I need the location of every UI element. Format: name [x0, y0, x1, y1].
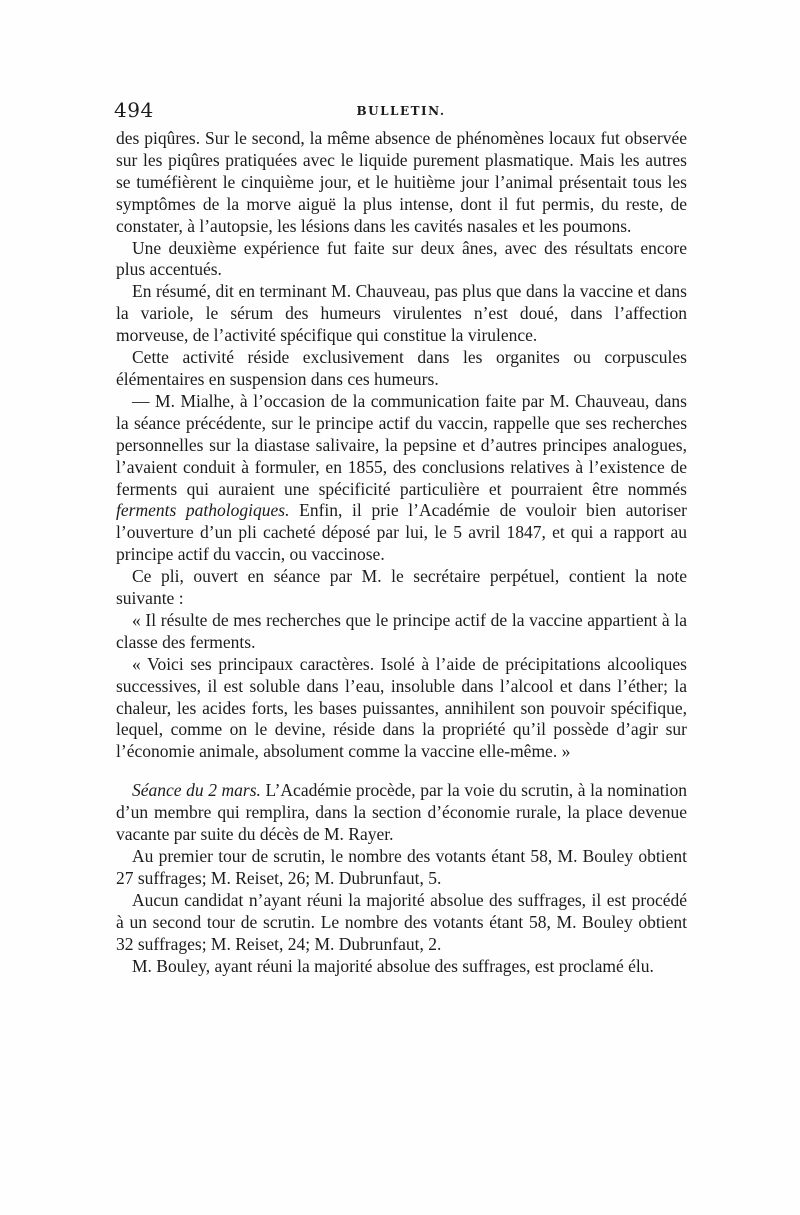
paragraph-5-italic: ferments pathologiques.	[116, 500, 290, 521]
paragraph-5-text: — M. Mialhe, à l’occasion de la communication faite par M. Chauveau, dans la séance précédente, sur le principe actif du vaccin, rappelle que ses recherches personnelles sur la diastase salivaire, la pepsine et d’autres principes analogues, l’avaient conduit à formuler, en 1855, des conclusions relatives à l’existence de ferments qui auraient une spécificité particulière et pourraient être nommés	[116, 390, 687, 499]
paragraph-11: Aucun candidat n’ayant réuni la majorité absolue des suffrages, il est procédé à un second tour de scrutin. Le nombre des votants étant 58, M. Bouley obtient 32 suffrages; M. Reiset, 24; M. Dubrunfaut, 2.	[116, 889, 687, 954]
paragraph-8: « Voici ses principaux caractères. Isolé à l’aide de précipitations alcooliques successives, il est soluble dans l’eau, insoluble dans l’alcool et dans l’éther; la chaleur, les acides forts, les bases puissantes, annihilent son pouvoir spécifique, lequel, comme on le devine, réside dans la propriété qu’il possède d’agir sur l’économie animale, absolument comme la vaccine elle-même. »	[116, 653, 687, 762]
paragraph-3: En résumé, dit en terminant M. Chauveau, pas plus que dans la vaccine et dans la variole, le sérum des humeurs virulentes n’est doué, dans l’affection morveuse, de l’activité spécifique qui constitue la virulence.	[116, 281, 687, 346]
paragraph-9-text: L’Académie procède, par la voie du scrutin, à la nomination d’un membre qui remplira, dans la section d’économie rurale, la place devenue vacante par suite du décès de M. Rayer.	[116, 780, 687, 845]
page-header	[114, 98, 688, 124]
page-number: 494	[114, 98, 154, 122]
paragraph-10: Au premier tour de scrutin, le nombre des votants étant 58, M. Bouley obtient 27 suffrages; M. Reiset, 26; M. Dubrunfaut, 5.	[116, 846, 687, 888]
body-text	[116, 128, 687, 977]
paragraph-5-tail: Enfin, il prie l’Académie de vouloir bien autoriser l’ouverture d’un pli cacheté déposé par lui, le 5 avril 1847, et qui a rapport au principe actif du vaccin, ou vaccinose.	[116, 500, 688, 565]
paragraph-6: Ce pli, ouvert en séance par M. le secrétaire perpétuel, contient la note suivante :	[116, 566, 687, 609]
paragraph-5	[116, 391, 687, 566]
paragraph-12: M. Bouley, ayant réuni la majorité absolue des suffrages, est proclamé élu.	[132, 955, 654, 976]
paragraph-4: Cette activité réside exclusivement dans les organites ou corpuscules élémentaires en suspension dans ces humeurs.	[116, 347, 687, 389]
seance-heading: Séance du 2 mars.	[132, 780, 261, 801]
paragraph-1: des piqûres. Sur le second, la même absence de phénomènes locaux fut observée sur les piqûres pratiquées avec le liquide purement plasmatique. Mais les autres se tuméfièrent le cinquième jour, et le huitième jour l’animal présentait tous les symptômes de la morve aiguë la plus intense, dont il fut permis, du reste, de constater, à l’autopsie, les lésions dans les cavités nasales et les poumons.	[116, 128, 687, 236]
paragraph-9	[116, 780, 687, 846]
paragraph-7: « Il résulte de mes recherches que le principe actif de la vaccine appartient à la classe des ferments.	[116, 609, 687, 652]
paragraph-2: Une deuxième expérience fut faite sur deux ânes, avec des résultats encore plus accentués.	[116, 237, 687, 280]
running-head: BULLETIN.	[356, 104, 446, 118]
